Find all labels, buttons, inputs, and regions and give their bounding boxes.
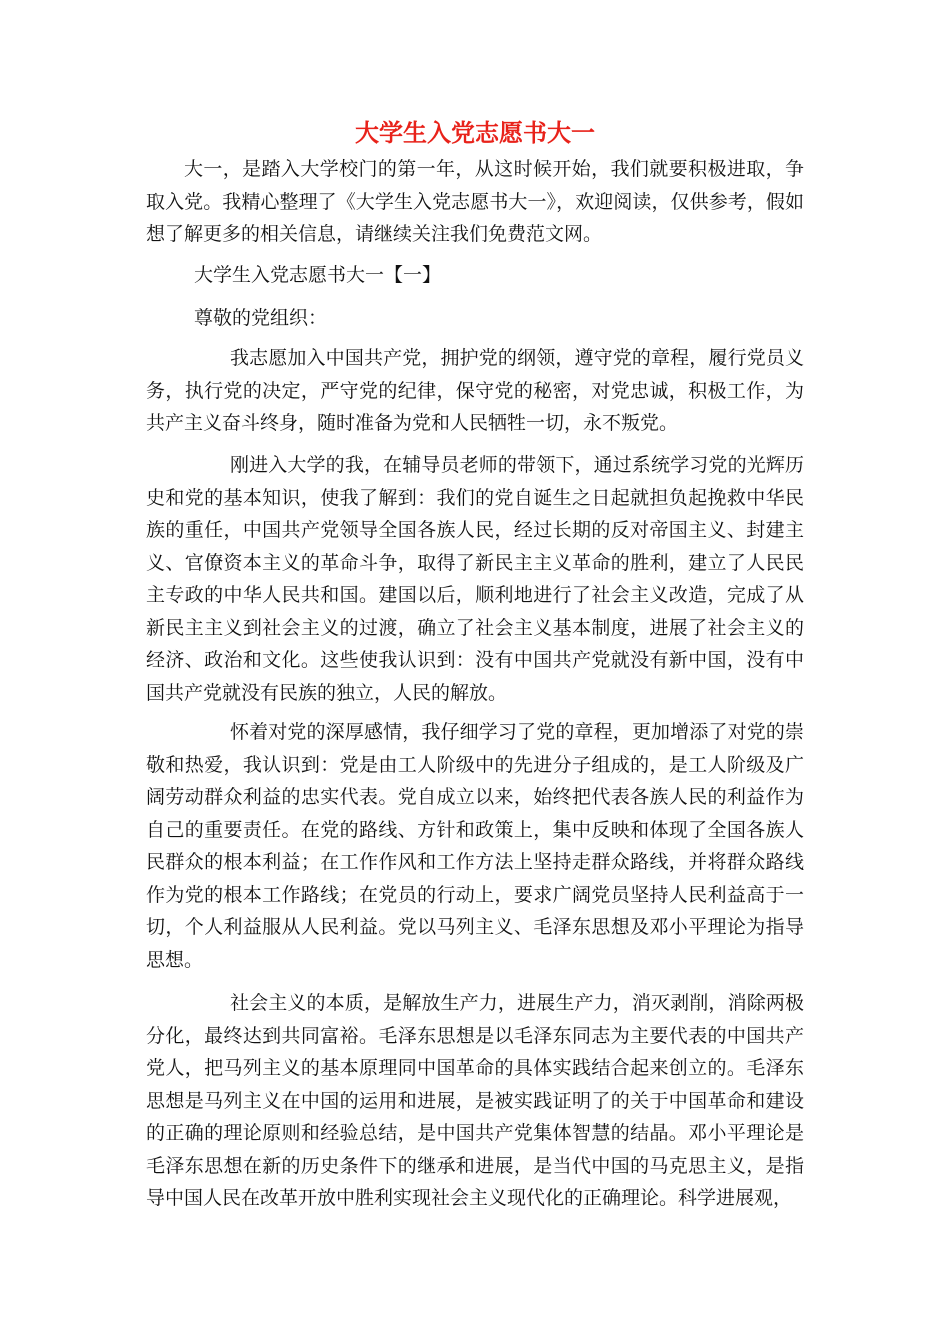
body-paragraph-1: 我志愿加入中国共产党，拥护党的纲领，遵守党的章程，履行党员义务，执行党的决定，严守党的纪律，保守党的秘密，对党忠诚，积极工作，为共产主义奋斗终身，随时准备为党和人民牺牲一切，永不叛党。 — [146, 347, 804, 434]
body-paragraph-4: 社会主义的本质，是解放生产力，进展生产力，消灭剥削，消除两极分化，最终达到共同富裕。毛泽东思想是以毛泽东同志为主要代表的中国共产党人，把马列主义的基本原理同中国革命的具体实践结合起来创立的。毛泽东思想是马列主义在中国的运用和进展，是被实践证明了的关于中国革命和建设的正确的理论原则和经验总结，是中国共产党集体智慧的结晶。邓小平理论是毛泽东思想在新的历史条件下的继承和进展，是当代中国的马克思主义，是指导中国人民在改革开放中胜利实现社会主义现代化的正确理论。科学进展观， — [146, 992, 804, 1209]
body-paragraph-3: 怀着对党的深厚感情，我仔细学习了党的章程，更加增添了对党的崇敬和热爱，我认识到：党是由工人阶级中的先进分子组成的，是工人阶级及广阔劳动群众利益的忠实代表。党自成立以来，始终把代表各族人民的利益作为自己的重要责任。在党的路线、方针和政策上，集中反映和体现了全国各族人民群众的根本利益；在工作作风和工作方法上坚持走群众路线，并将群众路线作为党的根本工作路线；在党员的行动上，要求广阔党员坚持人民利益高于一切，个人利益服从人民利益。党以马列主义、毛泽东思想及邓小平理论为指导思想。 — [146, 721, 804, 971]
document-title: 大学生入党志愿书大一 — [355, 119, 595, 147]
salutation: 尊敬的党组织： — [194, 307, 328, 329]
section-heading: 大学生入党志愿书大一【一】 — [194, 264, 442, 286]
intro-paragraph: 大一，是踏入大学校门的第一年，从这时候开始，我们就要积极进取，争取入党。我精心整理了《大学生入党志愿书大一》，欢迎阅读，仅供参考，假如想了解更多的相关信息，请继续关注我们免费范文网。 — [146, 158, 804, 245]
body-paragraph-2: 刚进入大学的我，在辅导员老师的带领下，通过系统学习党的光辉历史和党的基本知识，使我了解到：我们的党自诞生之日起就担负起挽救中华民族的重任，中国共产党领导全国各族人民，经过长期的反对帝国主义、封建主义、官僚资本主义的革命斗争，取得了新民主主义革命的胜利，建立了人民民主专政的中华人民共和国。建国以后，顺利地进行了社会主义改造，完成了从新民主主义到社会主义的过渡，确立了社会主义基本制度，进展了社会主义的经济、政治和文化。这些使我认识到：没有中国共产党就没有新中国，没有中国共产党就没有民族的独立，人民的解放。 — [146, 454, 804, 704]
